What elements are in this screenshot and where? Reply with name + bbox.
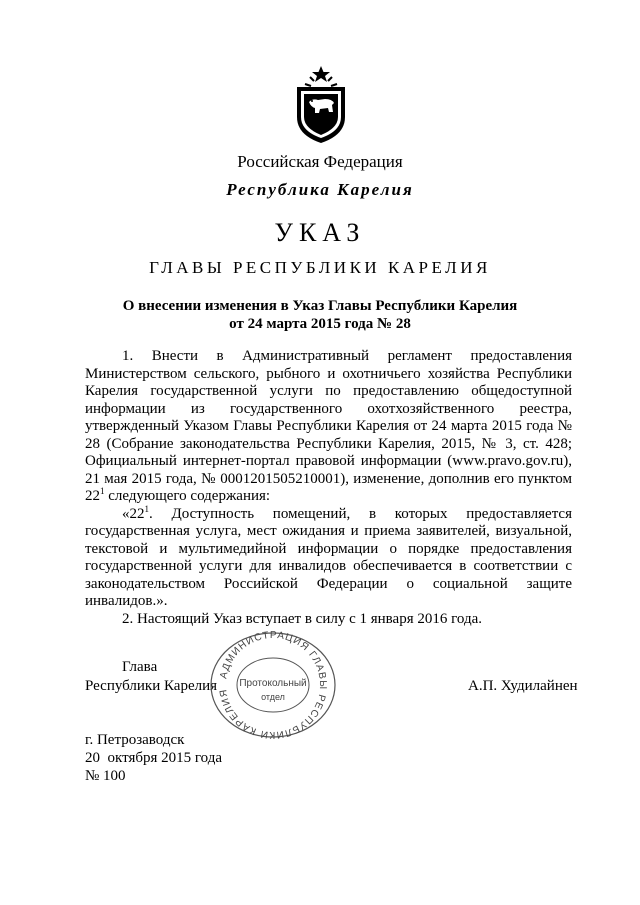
issuer-title: ГЛАВЫ РЕСПУБЛИКИ КАРЕЛИЯ [149, 258, 491, 277]
country-name: Российская Федерация [237, 152, 403, 171]
svg-text:отдел: отдел [261, 692, 285, 702]
paragraph-2 [85, 503, 572, 611]
coat-of-arms-icon [292, 65, 350, 145]
paragraph-2-text: . Доступность помещений, в которых предоставляется государственная услуга, мест ожидания и приема заявителей, визуальной, текстовой и мультимедийной информации о порядке предоставления государственной услуги для инвалидов обеспечивается в соответствии с законодательством Российской Федерации о социальной защите инвалидов.». [85, 505, 572, 609]
document-subject [0, 297, 640, 333]
date: 20 октября 2015 года [85, 750, 223, 766]
document-body [85, 348, 572, 628]
document-footer [85, 731, 222, 785]
signatory-title: Глава [122, 659, 158, 675]
paragraph-3: 2. Настоящий Указ вступает в силу с 1 января 2016 года. [122, 610, 482, 627]
signatory-name: А.П. Худилайнен [468, 678, 578, 694]
subject-line-1: О внесении изменения в Указ Главы Республики Карелия [122, 298, 518, 314]
subject-line-2: от 24 марта 2015 года № 28 [229, 316, 411, 332]
paragraph-1-tail: следующего содержания: [104, 488, 271, 504]
superscript: 1 [100, 486, 105, 496]
paragraph-1 [85, 348, 572, 506]
place: г. Петрозаводск [85, 732, 185, 748]
republic-name: Республика Карелия [226, 180, 414, 199]
document-number: № 100 [85, 768, 126, 784]
signatory-organization: Республики Карелия [85, 678, 218, 694]
superscript: 1 [144, 503, 149, 514]
document-type: УКАЗ [274, 218, 366, 247]
paragraph-2-head: «22 [122, 505, 145, 522]
svg-text:Протокольный: Протокольный [239, 678, 307, 689]
svg-text:АДМИНИСТРАЦИЯ ГЛАВЫ РЕСПУБЛИКИ: АДМИНИСТРАЦИЯ ГЛАВЫ РЕСПУБЛИКИ КАРЕЛИЯ [218, 630, 329, 740]
paragraph-1-text: 1. Внести в Административный регламент предоставления Министерством сельского, рыбного и охотничьего хозяйства Республики Карелия государственной услуги по предоставлению общедоступной информации из государственного охотхозяйственного реестра, утвержденный Указом Главы Республики Карелия от 24 марта 2015 года № 28 (Собрание законодательства Республики Карелия, 2015, № 3, ст. 428; Официальный интернет-портал правовой информации (www.pravo.gov.ru), 21 мая 2015 года, № 0001201505210001), изменение, дополнив его пунктом 22 [85, 348, 572, 504]
official-stamp [206, 630, 340, 740]
